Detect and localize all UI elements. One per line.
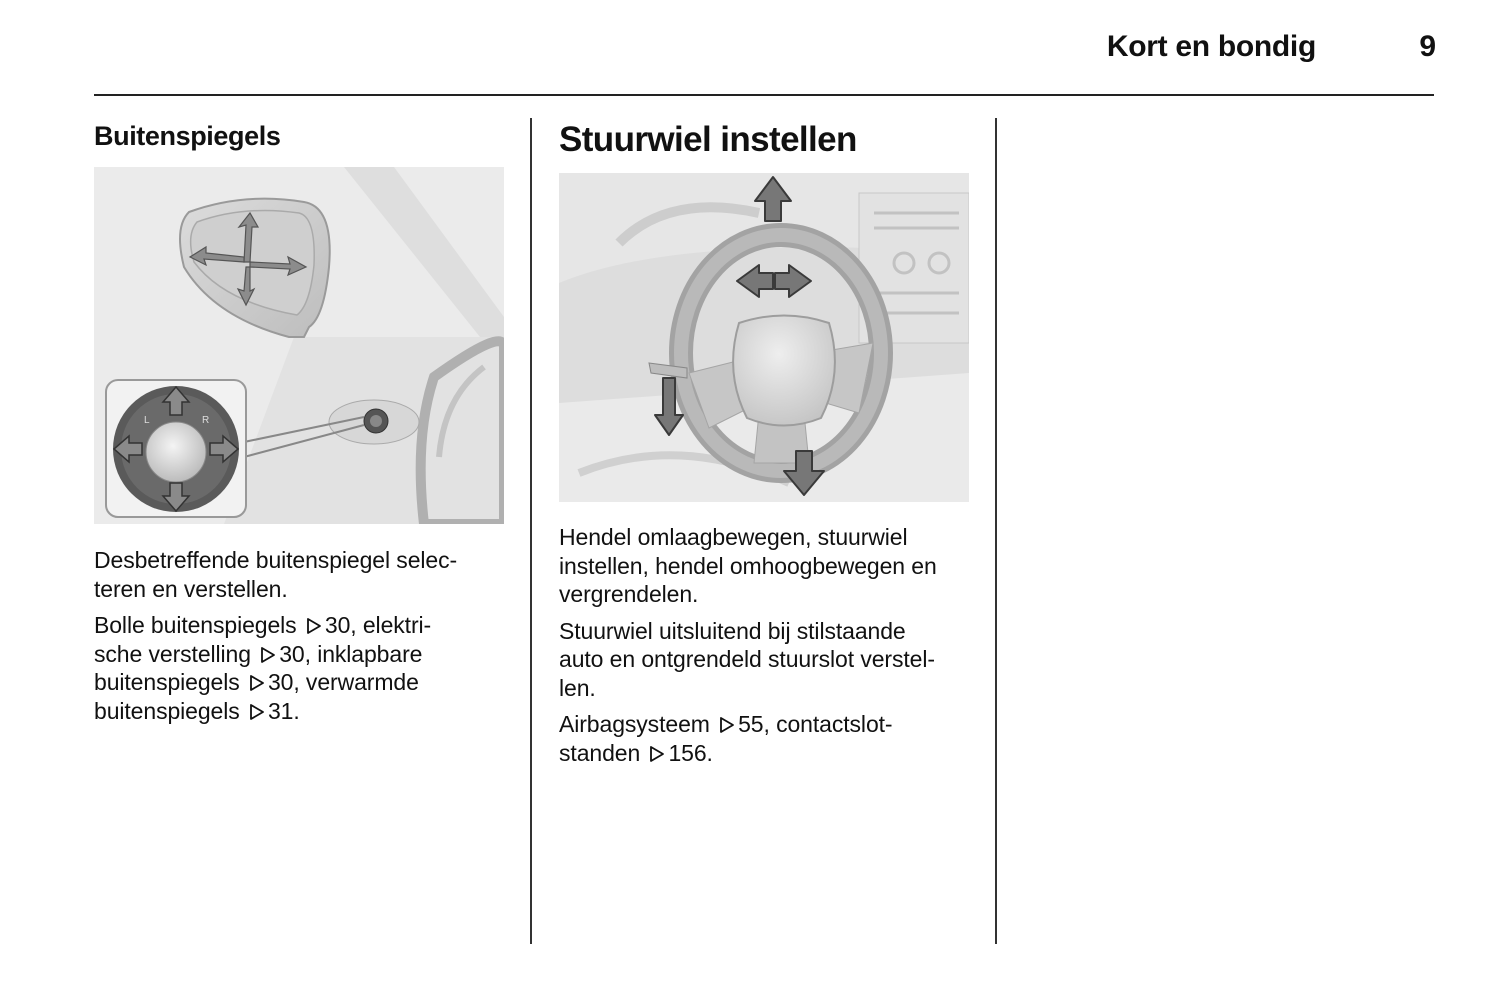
text-segment: buitenspiegels bbox=[94, 669, 246, 695]
middle-text-block bbox=[559, 523, 973, 775]
page-reference-link[interactable]: 30 bbox=[267, 669, 294, 695]
text-line: vergrendelen. bbox=[559, 581, 699, 607]
page-reference-link[interactable]: 55 bbox=[738, 711, 764, 737]
text-segment: , verwarmde bbox=[293, 669, 419, 695]
text-line: Hendel omlaagbewegen, stuurwiel bbox=[559, 524, 908, 550]
text-line: len. bbox=[559, 674, 596, 701]
paragraph bbox=[94, 546, 508, 603]
text-segment: Airbagsysteem bbox=[559, 711, 717, 737]
page-reference-link[interactable]: 30 bbox=[324, 612, 351, 638]
header-rule bbox=[94, 94, 1434, 96]
paragraph bbox=[94, 611, 508, 725]
page-reference-icon bbox=[718, 716, 736, 734]
page-reference-link[interactable]: 31 bbox=[267, 697, 294, 724]
text-segment: . bbox=[293, 697, 300, 724]
steering-wheel-illustration bbox=[559, 173, 969, 502]
column-divider-1 bbox=[530, 118, 532, 944]
section-heading: Buitenspiegels bbox=[94, 121, 281, 151]
text-segment: standen bbox=[559, 739, 647, 766]
text-segment: Bolle buitenspiegels bbox=[94, 612, 303, 638]
section-heading: Stuurwiel instellen bbox=[559, 120, 857, 159]
text-line: Stuurwiel uitsluitend bij stilstaande bbox=[559, 617, 906, 644]
mirror-illustration bbox=[94, 167, 504, 524]
page-reference-icon bbox=[259, 646, 277, 664]
section-outside-mirrors bbox=[94, 118, 508, 724]
page-reference-link[interactable]: 30 bbox=[279, 640, 305, 667]
page-reference-icon bbox=[248, 703, 266, 721]
text-segment: . bbox=[706, 739, 713, 766]
switch-label-right: R bbox=[202, 415, 210, 426]
header-title: Kort en bondig bbox=[1106, 30, 1316, 63]
left-text-block bbox=[94, 546, 508, 733]
page-reference-link[interactable]: 156 bbox=[668, 739, 707, 766]
text-segment: buitenspiegels bbox=[94, 697, 246, 724]
section-steering-wheel bbox=[559, 118, 973, 766]
text-line: auto en ontgrendeld stuurslot verstel- bbox=[559, 646, 935, 672]
page-number: 9 bbox=[1419, 30, 1436, 63]
paragraph bbox=[559, 710, 973, 767]
text-line: instellen, hendel omhoogbewegen en bbox=[559, 552, 937, 579]
text-segment: , elektri- bbox=[350, 612, 432, 638]
column-divider-2 bbox=[995, 118, 997, 944]
switch-label-left: L bbox=[144, 415, 150, 426]
text-segment: , inklapbare bbox=[304, 640, 423, 667]
page-reference-icon bbox=[648, 745, 666, 763]
page-reference-icon bbox=[305, 617, 323, 635]
text-line: Desbetreffende buitenspiegel selec- bbox=[94, 547, 458, 573]
text-segment: , contactslot- bbox=[763, 711, 893, 737]
page-reference-icon bbox=[248, 674, 266, 692]
text-line: teren en verstellen. bbox=[94, 575, 288, 602]
paragraph bbox=[559, 523, 973, 609]
paragraph bbox=[559, 617, 973, 703]
text-segment: sche verstelling bbox=[94, 640, 258, 667]
